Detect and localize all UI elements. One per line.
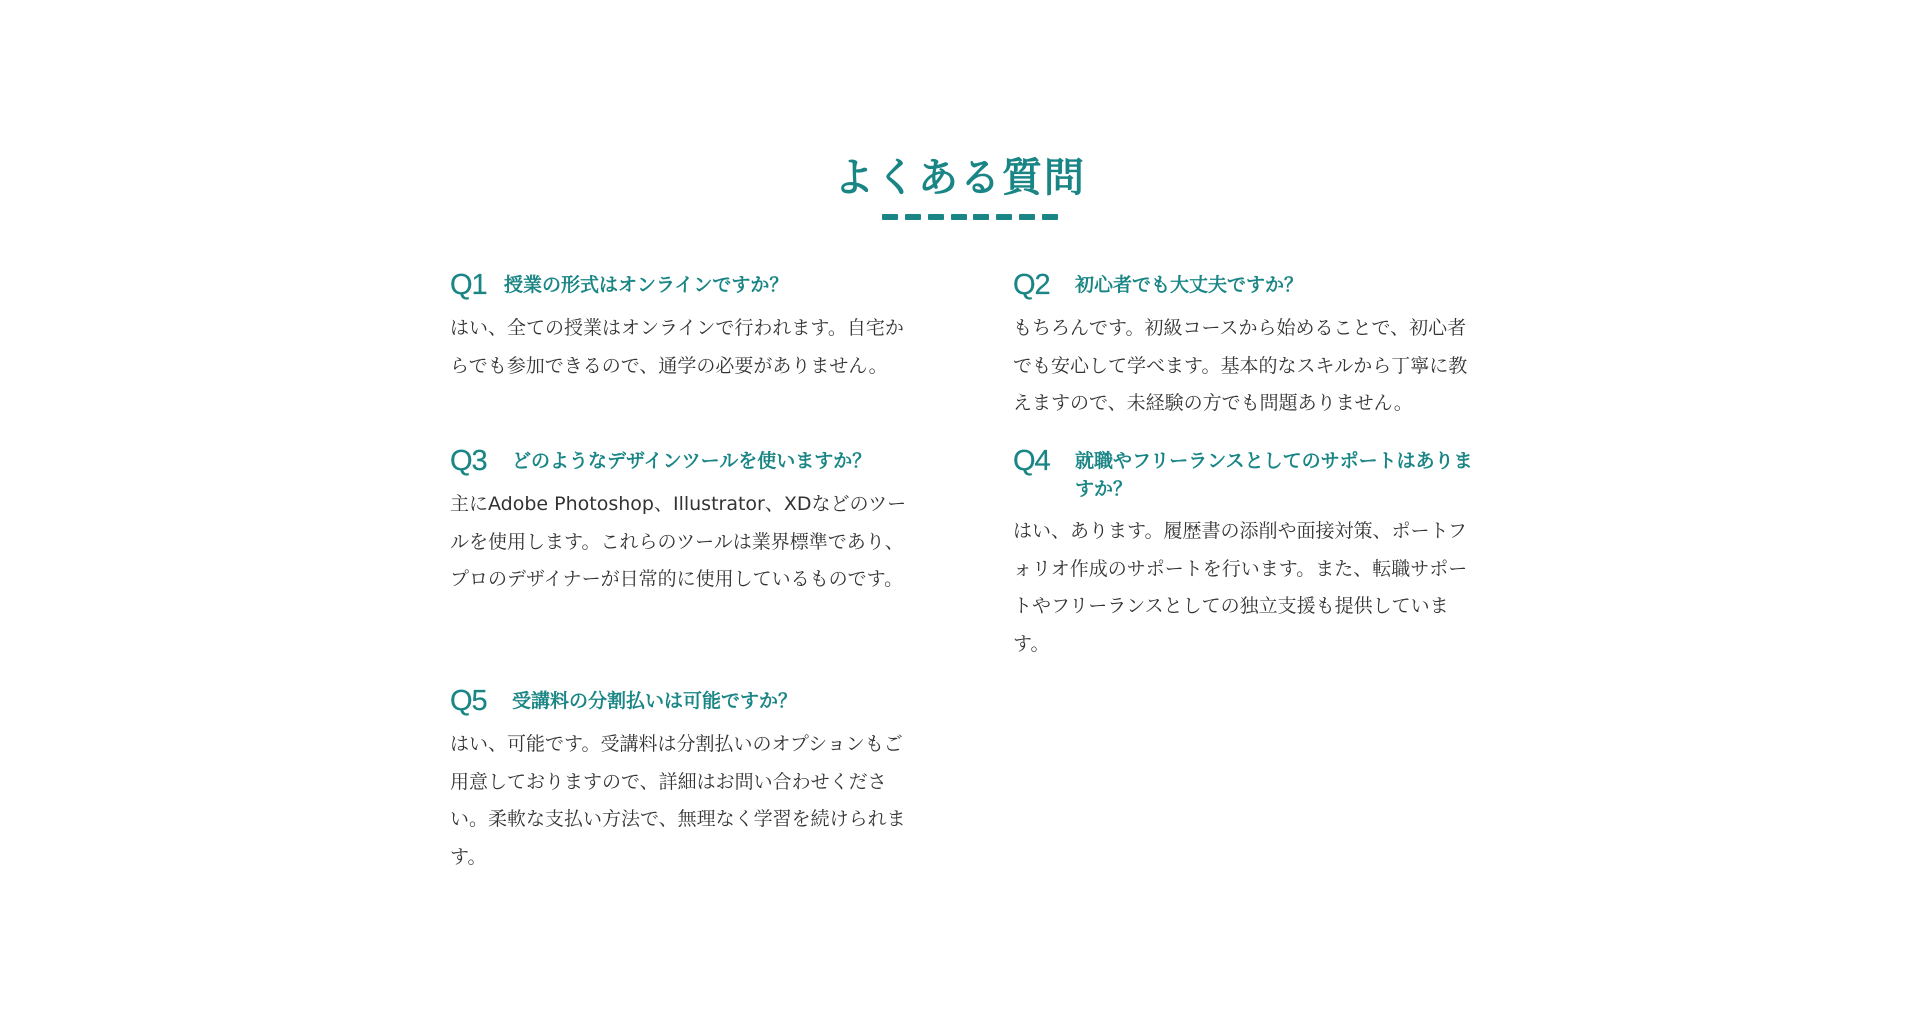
- faq-question: [450, 270, 920, 300]
- answer-text: はい、全ての授業はオンラインで行われます。自宅からでも参加できるので、通学の必要がありません。: [450, 317, 904, 377]
- title-underline: [882, 214, 1058, 220]
- faq-item-q5: [450, 686, 920, 876]
- question-text: どのようなデザインツールを使いますか？: [512, 450, 872, 472]
- question-number: Q4: [1013, 445, 1050, 477]
- answer-text: 主にAdobe Photoshop、Illustrator、XDなどのツールを使用します。これらのツールは業界標準であり、プロのデザイナーが日常的に使用しているものです。: [450, 493, 907, 590]
- faq-item-q3: [450, 446, 920, 599]
- faq-item-q1: [450, 270, 920, 385]
- faq-item-q2: [1013, 270, 1483, 423]
- question-text: 受講料の分割払いは可能ですか？: [512, 690, 798, 712]
- underline-dash: [1019, 214, 1035, 220]
- faq-question: [1013, 446, 1483, 503]
- answer-text: もちろんです。初級コースから始めることで、初心者でも安心して学べます。基本的なスキルから丁寧に教えますので、未経験の方でも問題ありません。: [1013, 317, 1468, 414]
- faq-question: [450, 446, 920, 476]
- answer-text: はい、可能です。受講料は分割払いのオプションもご用意しておりますので、詳細はお問い合わせください。柔軟な支払い方法で、無理なく学習を続けられます。: [450, 733, 906, 868]
- question-number: Q3: [450, 445, 487, 477]
- underline-dash: [905, 214, 921, 220]
- question-number: Q5: [450, 685, 487, 717]
- question-text: 初心者でも大丈夫ですか？: [1075, 274, 1304, 296]
- underline-dash: [928, 214, 944, 220]
- question-text: 就職やフリーランスとしてのサポートはありますか？: [1075, 450, 1473, 500]
- underline-dash: [1042, 214, 1058, 220]
- question-number: Q2: [1013, 269, 1050, 301]
- page-title: よくある質問: [834, 155, 1086, 201]
- underline-dash: [882, 214, 898, 220]
- question-number: Q1: [450, 269, 487, 301]
- underline-dash: [996, 214, 1012, 220]
- faq-question: [450, 686, 920, 716]
- question-text: 授業の形式はオンラインですか？: [504, 274, 789, 296]
- answer-text: はい、あります。履歴書の添削や面接対策、ポートフォリオ作成のサポートを行います。また、転職サポートやフリーランスとしての独立支援も提供しています。: [1013, 520, 1468, 655]
- underline-dash: [951, 214, 967, 220]
- faq-item-q4: [1013, 446, 1483, 663]
- faq-question: [1013, 270, 1483, 300]
- underline-dash: [973, 214, 989, 220]
